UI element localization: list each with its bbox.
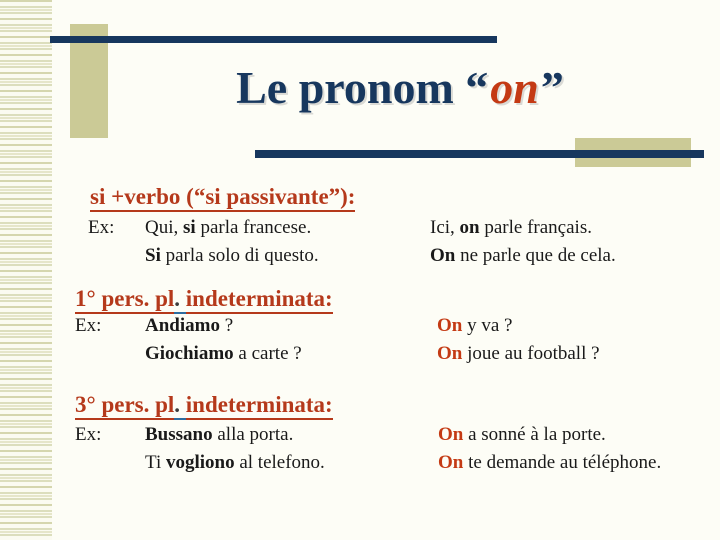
text-segment: Ici,	[430, 217, 460, 238]
title-rule-top	[50, 36, 497, 43]
example-row	[0, 243, 720, 271]
example-french	[430, 243, 616, 269]
text-segment: al telefono.	[234, 452, 325, 473]
heading-text: si +verbo (“si passivante”):	[90, 184, 355, 212]
text-segment: ne parle que de cela.	[455, 245, 616, 266]
text-segment: a carte ?	[233, 343, 302, 364]
text-segment-bold: On	[437, 343, 463, 364]
text-segment: a sonné à la porte.	[463, 424, 606, 445]
title-pronoun-on: on	[490, 62, 539, 113]
heading-separator: .	[174, 286, 186, 314]
example-italian	[145, 243, 319, 269]
section-heading-si-passivante	[90, 183, 355, 210]
example-label: Ex:	[75, 424, 102, 445]
example-row	[0, 313, 720, 341]
example-label: Ex:	[88, 217, 115, 238]
text-segment: alla porta.	[212, 424, 294, 445]
text-segment: parla solo di questo.	[160, 245, 319, 266]
section-heading-1-pers-pl	[75, 285, 333, 312]
example-french	[438, 450, 661, 476]
text-segment: ?	[219, 315, 234, 336]
example-label: Ex:	[75, 315, 102, 336]
example-row	[0, 215, 720, 243]
example-italian	[145, 422, 293, 448]
text-segment: te demande au téléphone.	[463, 452, 662, 473]
example-italian	[145, 450, 325, 476]
heading-text: indeterminata:	[186, 286, 333, 314]
text-segment-bold: On	[437, 315, 463, 336]
heading-separator: .	[174, 392, 186, 420]
example-italian	[145, 215, 311, 241]
title-rule-bottom	[255, 150, 704, 158]
text-segment-bold: Bussano	[145, 424, 213, 445]
text-segment-bold: Si	[145, 245, 161, 266]
text-segment-bold: On	[438, 424, 464, 445]
text-segment-bold: Andiamo	[145, 315, 220, 336]
text-segment: parle français.	[479, 217, 592, 238]
text-segment-bold: on	[459, 217, 480, 238]
text-segment: joue au football ?	[462, 343, 600, 364]
title-prefix: Le pronom	[236, 62, 466, 113]
example-row	[0, 450, 720, 478]
open-quote: “	[465, 62, 489, 113]
example-french	[438, 422, 606, 448]
text-segment-bold: Giochiamo	[145, 343, 234, 364]
text-segment: y va ?	[462, 315, 513, 336]
example-french	[437, 341, 600, 367]
example-italian	[145, 313, 233, 339]
text-segment: parla francese.	[195, 217, 312, 238]
heading-text: indeterminata:	[186, 392, 333, 420]
text-segment-bold: si	[183, 217, 196, 238]
text-segment: Qui,	[145, 217, 183, 238]
example-french	[430, 215, 592, 241]
example-italian	[145, 341, 302, 367]
text-segment-bold: On	[430, 245, 456, 266]
heading-text: 3° pers. pl	[75, 392, 174, 420]
close-quote: ”	[540, 62, 564, 113]
example-row	[0, 341, 720, 369]
section-heading-3-pers-pl	[75, 391, 333, 418]
text-segment-bold: vogliono	[165, 452, 235, 473]
slide-title	[100, 60, 700, 116]
example-row	[0, 422, 720, 450]
example-french	[437, 313, 512, 339]
text-segment-bold: On	[438, 452, 464, 473]
text-segment: Ti	[145, 452, 166, 473]
heading-text: 1° pers. pl	[75, 286, 174, 314]
